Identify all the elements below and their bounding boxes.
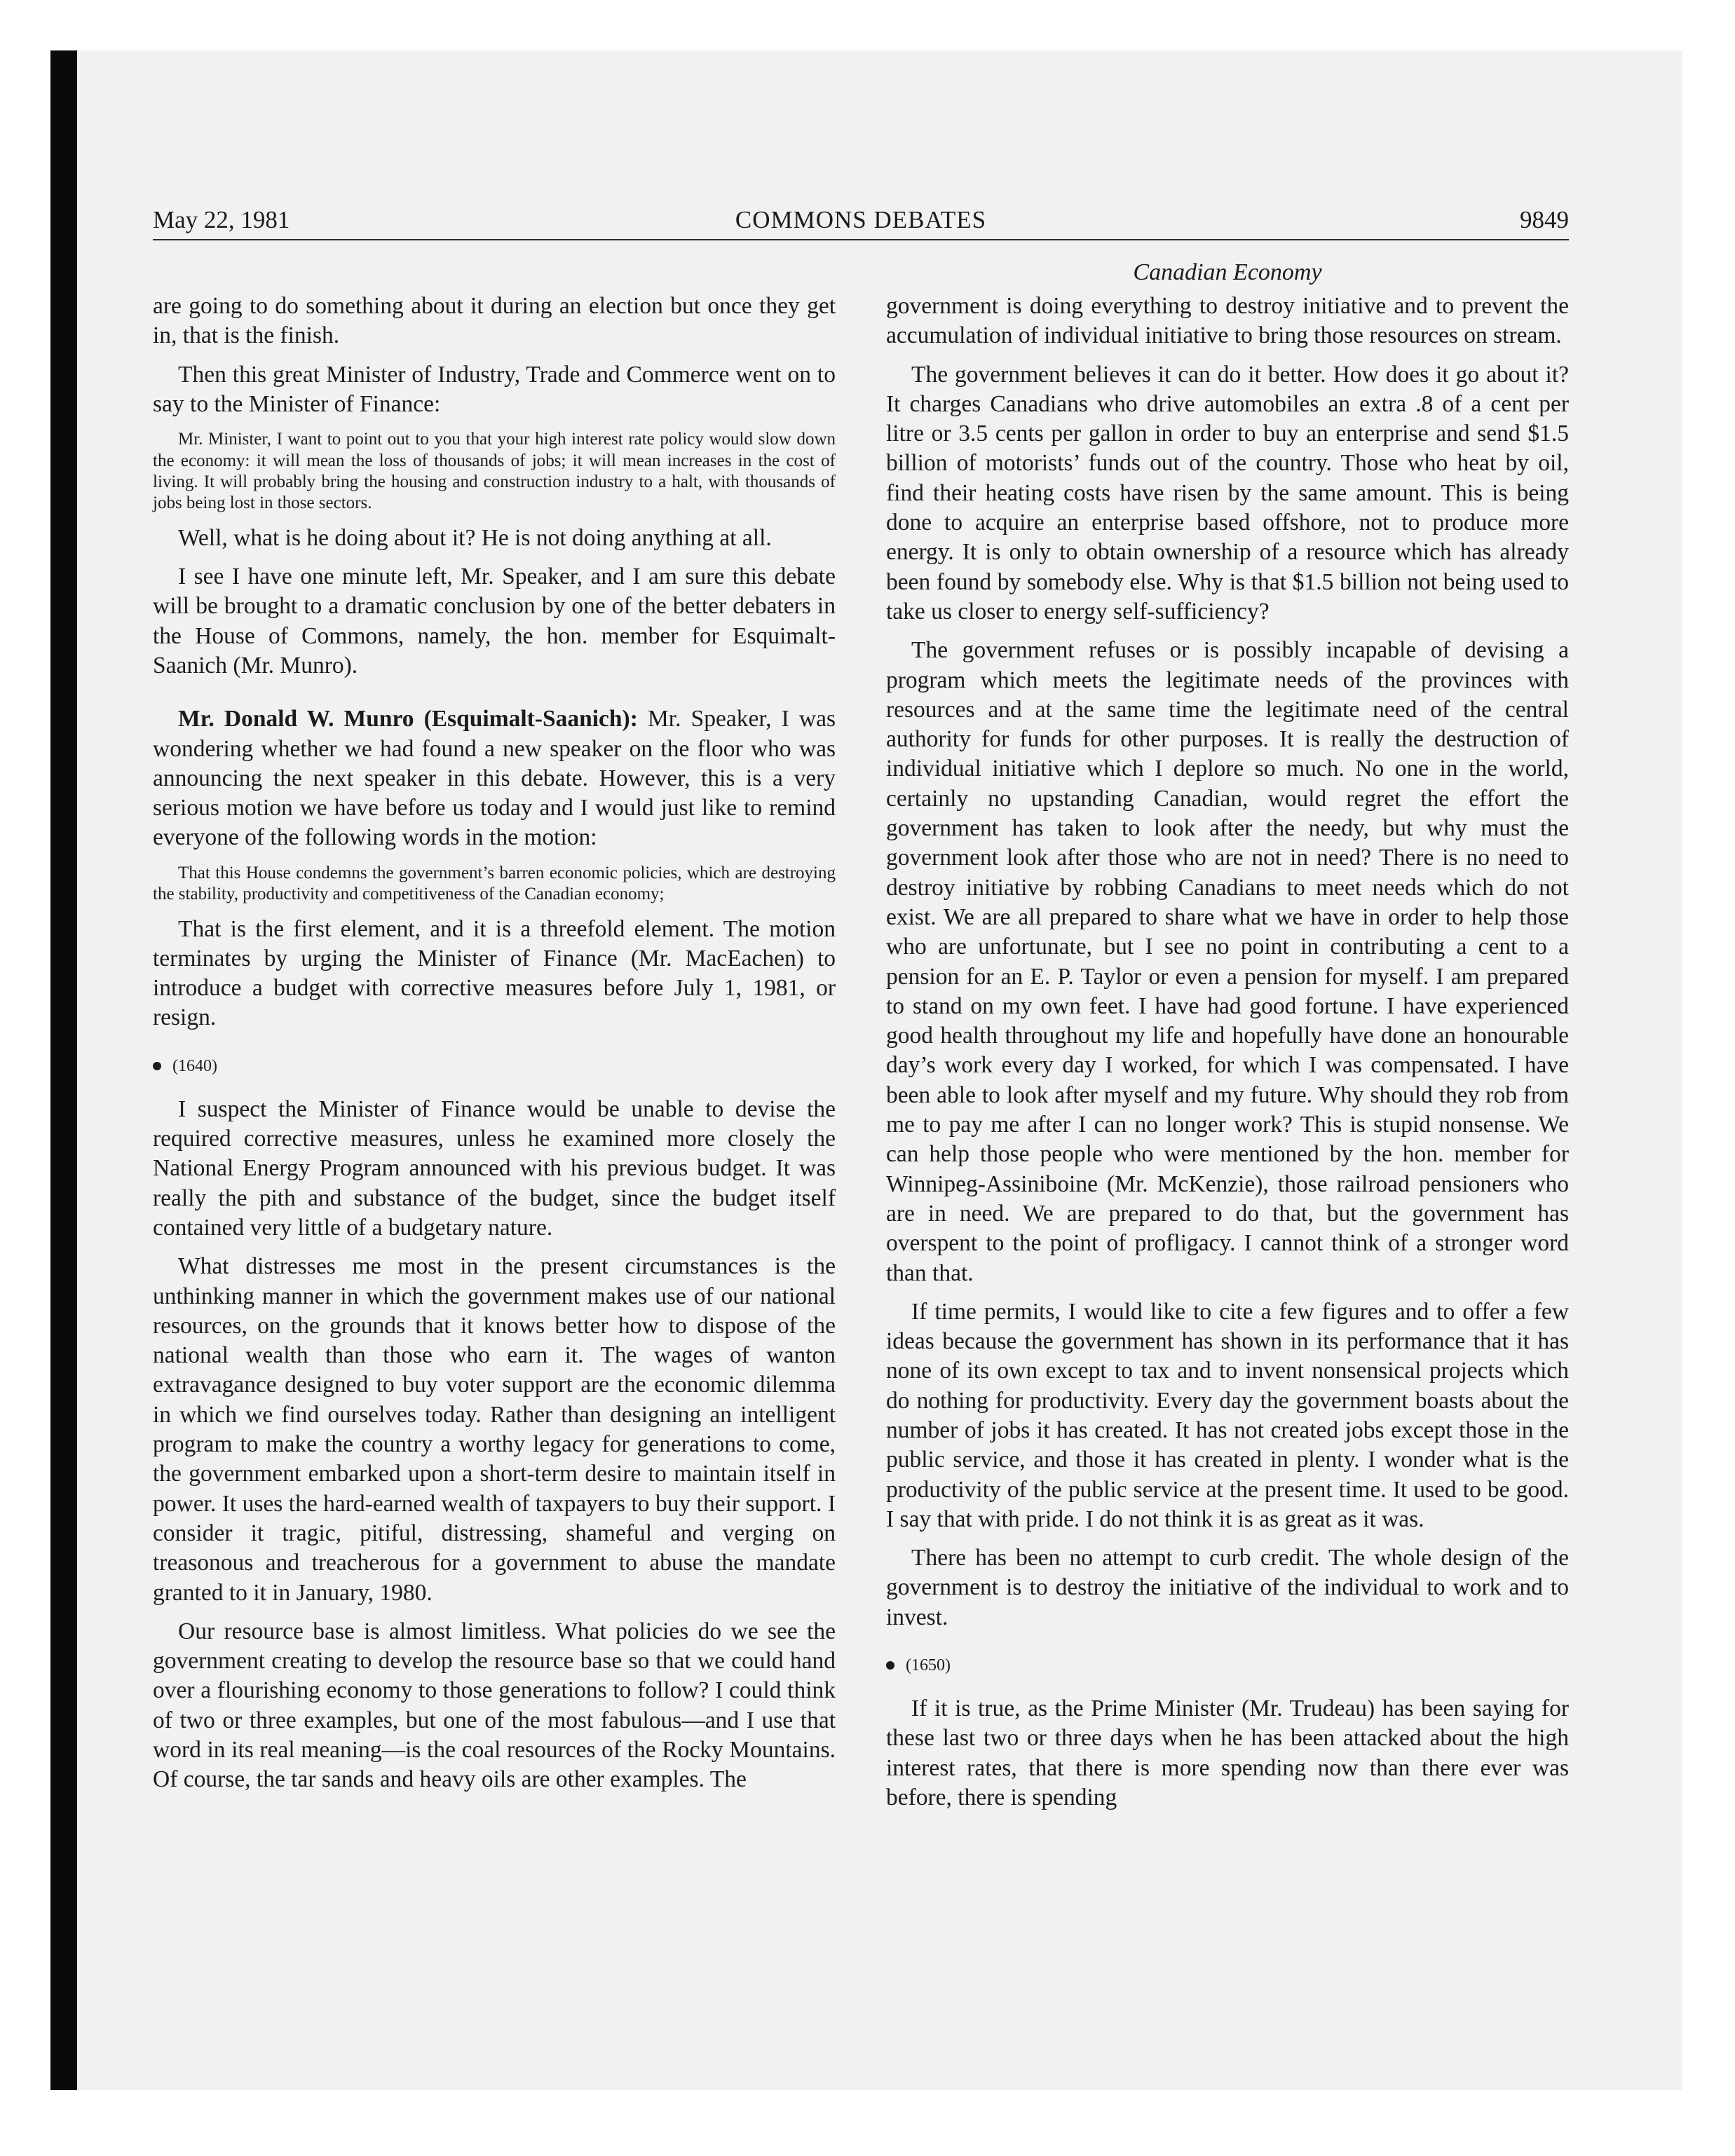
section-title: Canadian Economy: [1133, 259, 1322, 285]
paragraph: What distresses me most in the present circumstances is the unthinking manner in which the government makes use of our national resources, on the grounds that it knows better how to dispose of the national wealth than those who earn it. The wages of wanton extravagance designed to buy voter support are the economic dilemma in which we find ourselves today. Rather than designing an intelligent program to make the country a worthy legacy for generations to come, the government embarked upon a short-term desire to maintain itself in power. It uses the hard-earned wealth of taxpayers to buy their support. I consider it tragic, pitiful, distressing, shameful and verging on treasonous and treacherous for a government to abuse the mandate granted to it in January, 1980.: [153, 1253, 836, 1606]
left-column: [153, 292, 836, 1795]
paragraph: That is the first element, and it is a threefold element. The motion terminates by urging the Minister of Finance (Mr. MacEachen) to introduce a budget with corrective measures before July 1, 1981, or resign.: [153, 915, 836, 1031]
paragraph: government is doing everything to destroy initiative and to prevent the accumulation of individual initiative to bring those resources on stream.: [886, 293, 1569, 349]
bullet-icon: [886, 1661, 894, 1670]
paragraph: If time permits, I would like to cite a few figures and to offer a few ideas because the government has shown in its performance that it has none of its own except to tax and to invent nonsensical projects which do nothing for productivity. Every day the government boasts about the number of jobs it has created. It has not created jobs except those in the public service, and those it has created in plenty. I wonder what is the productivity of the public service at the present time. It used to be good. I say that with pride. I do not think it is as great as it was.: [886, 1298, 1569, 1532]
time-marker-label: (1650): [906, 1656, 951, 1675]
header-page-number: 9849: [1520, 206, 1569, 233]
paragraph: There has been no attempt to curb credit. The whole design of the government is to destroy the initiative of the individual to work and to invest.: [886, 1545, 1569, 1630]
time-marker: [153, 1051, 836, 1081]
speaker-paragraph: [153, 704, 836, 852]
speaker-text: Mr. Speaker, I was wondering whether we had found a new speaker on the floor who was announcing the next speaker in this debate. However, this is a very serious motion we have before us today and I would just like to remind everyone of the following words in the motion:: [153, 706, 836, 851]
paragraph: The government believes it can do it better. How does it go about it? It charges Canadians who drive automobiles an extra .8 of a cent per litre or 3.5 cents per gallon in order to buy an enterprise and send $1.5 billion of motorists’ funds out of the country. Those who heat by oil, find their heating costs have risen by the same amount. This is being done to acquire an enterprise based offshore, not to produce more energy. It is only to obtain ownership of a resource which has already been found by somebody else. Why is that $1.5 billion not being used to take us closer to energy self-sufficiency?: [886, 361, 1569, 625]
paragraph: are going to do something about it during an election but once they get in, that is the finish.: [153, 293, 836, 349]
paragraph: Then this great Minister of Industry, Trade and Commerce went on to say to the Minister of Finance:: [153, 361, 836, 417]
time-marker: [886, 1651, 1569, 1680]
paragraph: I see I have one minute left, Mr. Speaker, and I am sure this debate will be brought to a dramatic conclusion by one of the better debaters in the House of Commons, namely, the hon. member for Esquimalt-Saanich (Mr. Munro).: [153, 564, 836, 678]
block-quote: That this House condemns the government’s barren economic policies, which are destroying the stability, productivity and competitiveness of the Canadian economy;: [153, 863, 836, 904]
block-quote: Mr. Minister, I want to point out to you that your high interest rate policy would slow down the economy: it will mean the loss of thousands of jobs; it will mean increases in the cost of living. It will probably bring the housing and construction industry to a halt, with thousands of jobs being lost in those sectors.: [153, 430, 836, 513]
header-rule: [153, 239, 1569, 240]
header-publication-title: COMMONS DEBATES: [735, 206, 987, 233]
paragraph: Our resource base is almost limitless. What policies do we see the government creating to develop the resource base so that we could hand over a flourishing economy to those generations to follow? I could think of two or three examples, but one of the most fabulous—and I use that word in its real meaning—is the coal resources of the Rocky Mountains. Of course, the tar sands and heavy oils are other examples. The: [153, 1618, 836, 1793]
bullet-icon: [153, 1062, 161, 1070]
paragraph: I suspect the Minister of Finance would be unable to devise the required corrective measures, unless he examined more closely the National Energy Program announced with his previous budget. It was really the pith and substance of the budget, since the budget itself contained very little of a budgetary nature.: [153, 1096, 836, 1241]
paragraph: If it is true, as the Prime Minister (Mr. Trudeau) has been saying for these last two or three days when he has been attacked about the high interest rates, that there is more spending now than there ever was before, there is spending: [886, 1696, 1569, 1810]
page-header: [153, 202, 1569, 238]
right-column: [886, 292, 1569, 1813]
time-marker-label: (1640): [172, 1056, 217, 1075]
speaker-name: Mr. Donald W. Munro (Esquimalt-Saanich):: [178, 706, 638, 732]
scan-edge-bar: [50, 50, 77, 2090]
paragraph: The government refuses or is possibly incapable of devising a program which meets the legitimate needs of the provinces with resources and at the same time the legitimate need of the central authority for funds for other purposes. It is really the destruction of individual initiative which I deplore so much. No one in the world, certainly no upstanding Canadian, would regret the effort the government has taken to look after the needy, but why must the government look after those who are not in need? There is no need to destroy initiative by robbing Canadians to meet needs which do not exist. We are all prepared to share what we have in order to help those who are unfortunate, but I see no point in contributing a cent to a pension for an E. P. Taylor or even a pension for myself. I am prepared to stand on my own feet. I have had good fortune. I have experienced good health throughout my life and hopefully have done an honourable day’s work every day I worked, for which I was compensated. I have been able to look after myself and my future. Why should they rob from me to pay me after I can no longer work? This is stupid nonsense. We can help those people who were mentioned by the hon. member for Winnipeg-Assiniboine (Mr. McKenzie), those railroad pensioners who are in need. We are prepared to do that, but the government has overspent to the point of profligacy. I cannot think of a stronger word than that.: [886, 637, 1569, 1286]
header-date: May 22, 1981: [153, 206, 290, 233]
paragraph: Well, what is he doing about it? He is not doing anything at all.: [178, 524, 772, 551]
